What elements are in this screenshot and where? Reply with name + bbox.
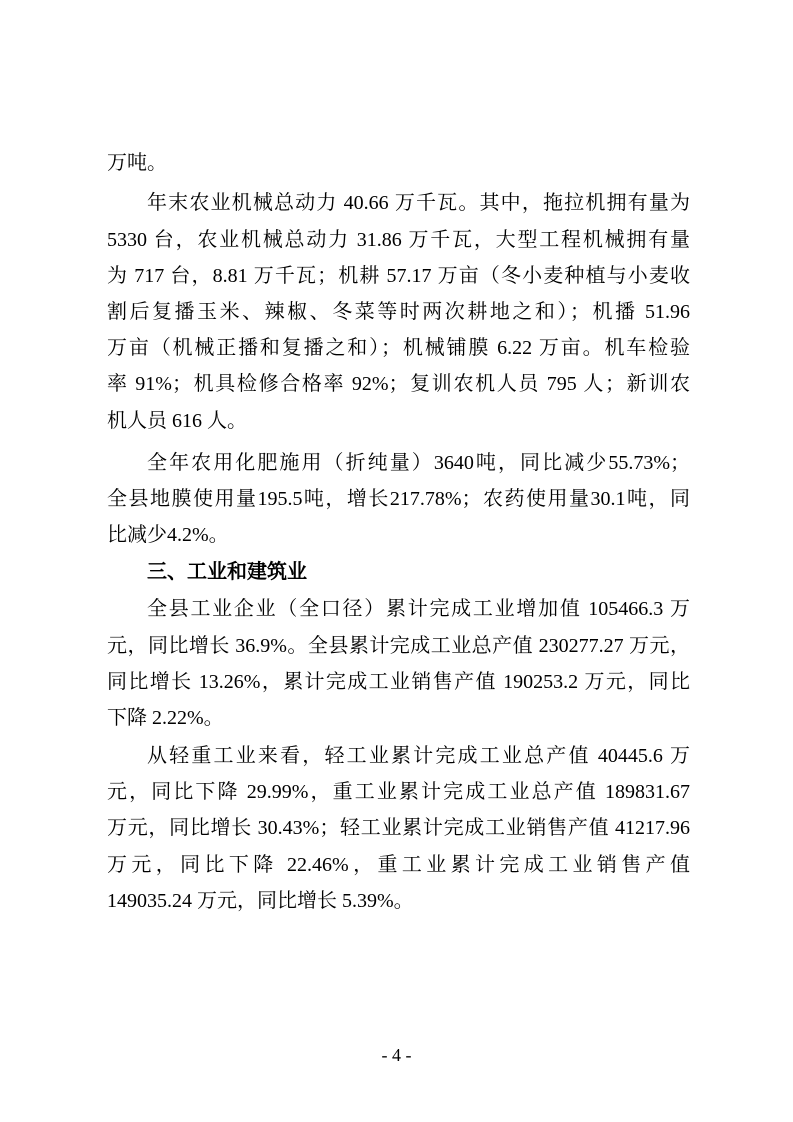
text-line: 万元，同比下降 22.46%，重工业累计完成工业销售产值 bbox=[107, 854, 690, 876]
text-line: 率 91%；机具检修合格率 92%；复训农机人员 795 人；新训农 bbox=[107, 373, 690, 395]
text-line: 同比增长 13.26%，累计完成工业销售产值 190253.2 万元，同比 bbox=[107, 671, 690, 693]
text-line: 149035.24 万元，同比增长 5.39%。 bbox=[107, 890, 414, 912]
text-line: 全县地膜使用量195.5吨，增长217.78%；农药使用量30.1吨，同 bbox=[107, 488, 690, 510]
text-line: 为 717 台，8.81 万千瓦；机耕 57.17 万亩（冬小麦种植与小麦收 bbox=[107, 265, 690, 287]
text-line: 年末农业机械总动力 40.66 万千瓦。其中，拖拉机拥有量为 bbox=[147, 192, 690, 214]
text-line: 机人员 616 人。 bbox=[107, 410, 247, 432]
section-heading: 三、工业和建筑业 bbox=[147, 561, 307, 583]
text-line: 元，同比增长 36.9%。全县累计完成工业总产值 230277.27 万元， bbox=[107, 635, 690, 657]
text-line: 全县工业企业（全口径）累计完成工业增加值 105466.3 万 bbox=[147, 598, 690, 620]
text-line: 万元，同比增长 30.43%；轻工业累计完成工业销售产值 41217.96 bbox=[107, 817, 690, 839]
text-line: 全年农用化肥施用（折纯量）3640吨，同比减少55.73%； bbox=[147, 452, 690, 474]
text-line: 5330 台，农业机械总动力 31.86 万千瓦，大型工程机械拥有量 bbox=[107, 229, 690, 251]
text-line: 从轻重工业来看，轻工业累计完成工业总产值 40445.6 万 bbox=[147, 745, 690, 767]
text-line: 下降 2.22%。 bbox=[107, 707, 224, 729]
text-line: 比减少4.2%。 bbox=[107, 524, 229, 546]
text-line: 割后复播玉米、辣椒、冬菜等时两次耕地之和）；机播 51.96 bbox=[107, 301, 690, 323]
page-number: - 4 - bbox=[381, 1045, 412, 1065]
text-line: 万亩（机械正播和复播之和）；机械铺膜 6.22 万亩。机车检验 bbox=[107, 337, 690, 359]
text-line: 万吨。 bbox=[107, 152, 167, 174]
text-line: 元，同比下降 29.99%，重工业累计完成工业总产值 189831.67 bbox=[107, 781, 690, 803]
